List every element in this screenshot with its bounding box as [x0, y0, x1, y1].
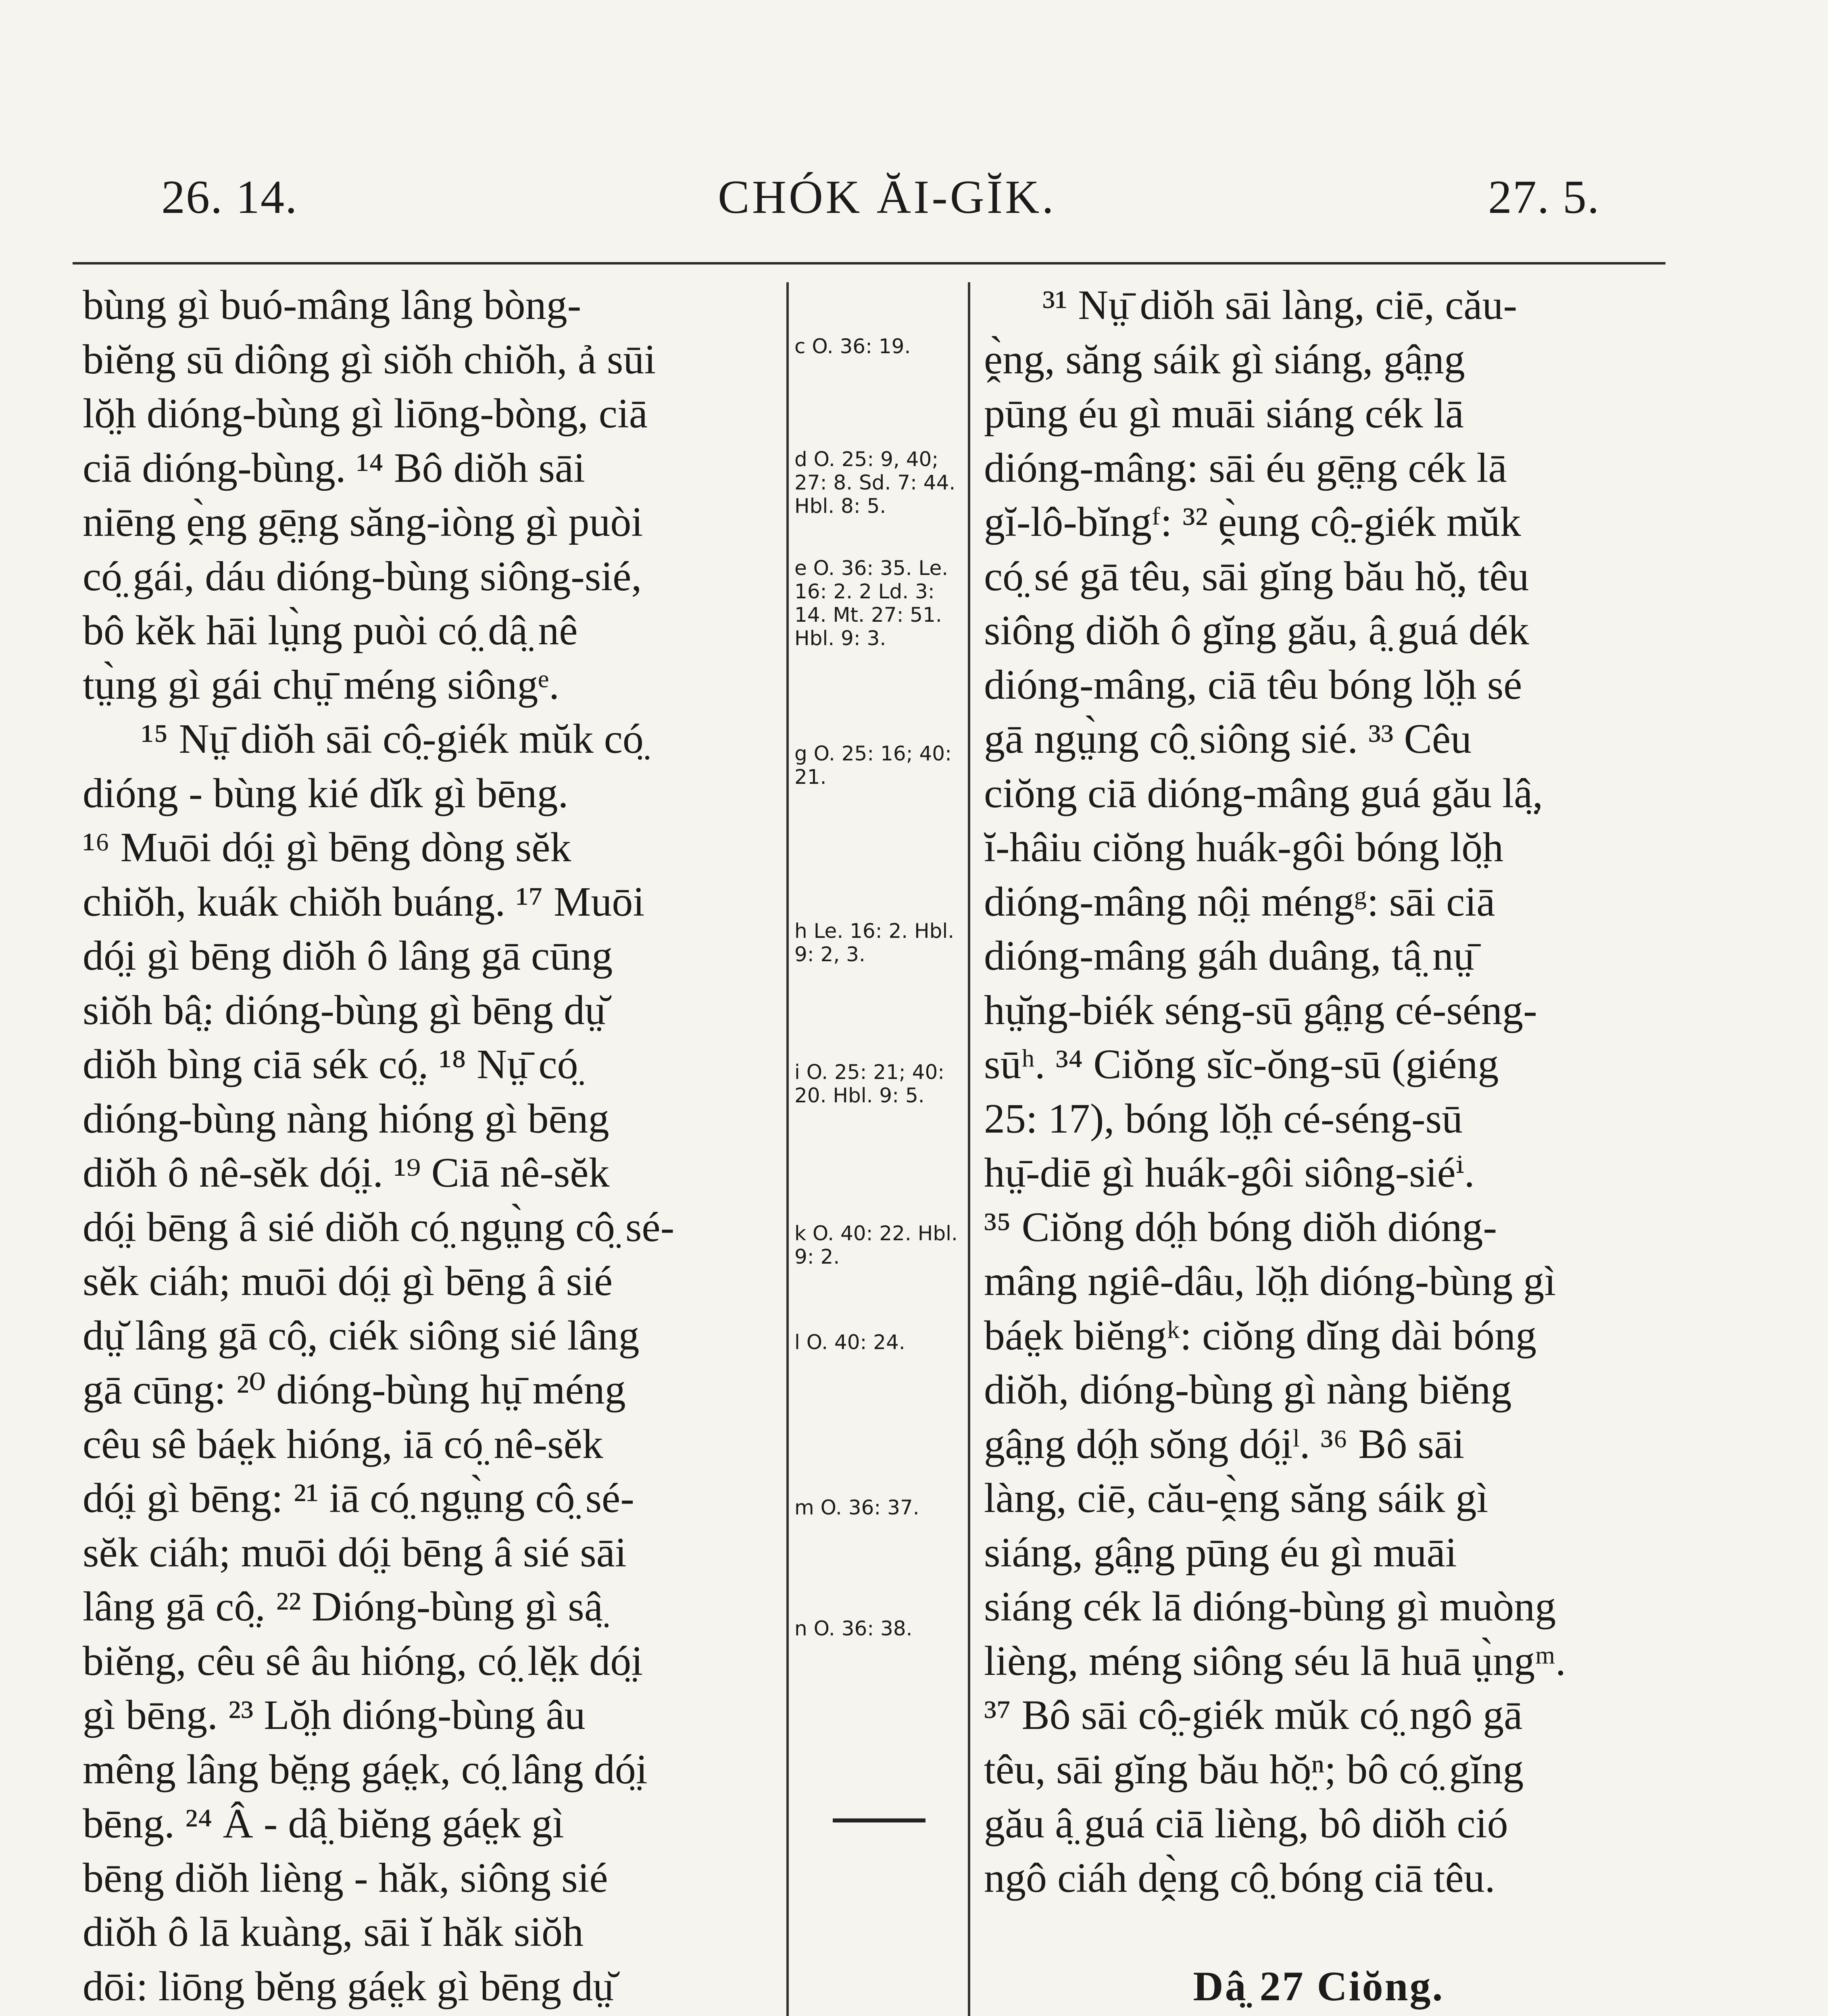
text-line: bùng gì buó-mâng lâng bòng-	[83, 282, 582, 328]
text-line: siŏh bâ̤: dióng-bùng gì bēng dṳ̆	[83, 987, 606, 1033]
text-line: dióng-bùng nàng hióng gì bēng	[83, 1095, 609, 1142]
text-line: pūng éu gì muāi siáng cék lā	[984, 390, 1464, 437]
text-line: dióng - bùng kié dĭk gì bēng.	[83, 770, 569, 816]
text-line: mâng ngiê-dâu, lŏ̤h dióng-bùng gì	[984, 1258, 1556, 1304]
margin-separator-dash	[833, 1818, 925, 1822]
text-line: siông diŏh ô gĭng gău, â̤ guá dék	[984, 607, 1529, 654]
right-text-column	[984, 278, 1653, 2016]
text-line: báe̤k biĕngᵏ: ciŏng dĭng dài bóng	[984, 1312, 1537, 1359]
running-head-verse-left: 26. 14.	[161, 171, 298, 223]
text-line: chiŏh, kuák chiŏh buáng. ¹⁷ Muōi	[83, 878, 645, 925]
margin-reference: d O. 25: 9, 40; 27: 8. Sd. 7: 44. Hbl. 8: 5.	[794, 448, 956, 518]
margin-reference: h Le. 16: 2. Hbl. 9: 2, 3.	[794, 919, 955, 966]
spacer	[984, 2014, 1653, 2016]
text-line: bô kĕk hāi lṳ̀ng puòi có̤ dâ̤ nê	[83, 607, 578, 654]
margin-reference: c O. 36: 19.	[794, 335, 911, 358]
text-line: gā cūng: ²⁰ dióng-bùng hṳ̄ méng	[83, 1366, 626, 1413]
text-line: hṳ̄-diē gì huák-gôi siông-siéⁱ.	[984, 1150, 1475, 1196]
text-line: dióng-mâng nô̤i méngᵍ: sāi ciā	[984, 878, 1495, 925]
text-line: cêu sê báe̤k hióng, iā có̤ nê-sĕk	[83, 1420, 603, 1467]
margin-reference: i O. 25: 21; 40: 20. Hbl. 9: 5.	[794, 1060, 945, 1107]
text-line: sĕk ciáh; muōi dó̤i gì bēng â sié	[83, 1258, 613, 1304]
margin-reference: m O. 36: 37.	[794, 1496, 919, 1519]
text-line: biĕng, cêu sê âu hióng, có̤ lĕ̤k dó̤i	[83, 1637, 643, 1684]
text-line: bēng diŏh lièng - hăk, siông sié	[83, 1854, 608, 1901]
text-line: diŏh ô lā kuàng, sāi ĭ hăk siŏh	[83, 1909, 584, 1955]
text-line: dó̤i gì bēng: ²¹ iā có̤ ngṳ̀ng cô̤ sé-	[83, 1475, 634, 1521]
column-rule-right	[968, 282, 970, 2016]
text-line: dióng-mâng, ciā têu bóng lŏ̤h sé	[984, 661, 1522, 708]
text-line: dṳ̆ lâng gā cô̤, ciék siông sié lâng	[83, 1312, 640, 1359]
text-line: lièng, méng siông séu lā huā ṳ̀ngᵐ.	[984, 1637, 1566, 1684]
text-line: ḙ̀ng, săng sáik gì siáng, gâ̤ng	[984, 336, 1465, 383]
left-text-column	[83, 278, 776, 2016]
text-line: dōi: liōng bĕng gáe̤k gì bēng dṳ̆	[83, 1963, 614, 2010]
margin-reference: k O. 40: 22. Hbl. 9: 2.	[794, 1222, 958, 1268]
text-line: ¹⁵ Nṳ̄ diŏh sāi cô̤-giék mŭk có̤	[141, 716, 644, 762]
text-line: ciā dióng-bùng. ¹⁴ Bô diŏh sāi	[83, 444, 585, 491]
text-line: có̤ sé gā têu, sāi gĭng bău hŏ̤, têu	[984, 553, 1529, 600]
text-line: mêng lâng bĕ̤ng gáe̤k, có̤ lâng dó̤i	[83, 1746, 648, 1793]
chapter-heading: Dâ̤ 27 Ciŏng.	[1193, 1963, 1444, 2010]
margin-reference: g O. 25: 16; 40: 21.	[794, 742, 952, 789]
text-line: siáng, gâ̤ng pūng éu gì muāi	[984, 1529, 1457, 1576]
running-head-verse-right: 27. 5.	[1488, 171, 1600, 223]
text-line: hṳ̆ng-biék séng-sū gâ̤ng cé-séng-	[984, 987, 1537, 1033]
margin-reference: l O. 40: 24.	[794, 1331, 905, 1354]
text-line: gĭ-lô-bĭngᶠ: ³² ḙ̀ung cô̤-giék mŭk	[984, 499, 1521, 545]
text-line: 25: 17), bóng lŏ̤h cé-séng-sū	[984, 1095, 1463, 1142]
margin-reference: e O. 36: 35. Le. 16: 2. 2 Ld. 3: 14. Mt. 27: 51. Hbl. 9: 3.	[794, 556, 948, 650]
text-line: têu, sāi gĭng bău hŏ̤ⁿ; bô có̤ gĭng	[984, 1746, 1524, 1793]
text-line: ciŏng ciā dióng-mâng guá gău lâ̤,	[984, 770, 1543, 816]
text-line: sĕk ciáh; muōi dó̤i bēng â sié sāi	[83, 1529, 627, 1576]
text-line: lâng gā cô̤. ²² Dióng-bùng gì sâ̤	[83, 1583, 603, 1630]
text-line: ¹⁶ Muōi dó̤i gì bēng dòng sĕk	[83, 824, 571, 871]
text-line: bēng. ²⁴ Â - dâ̤ biĕng gáe̤k gì	[83, 1800, 564, 1847]
text-line: diŏh bìng ciā sék có̤. ¹⁸ Nṳ̄ có̤	[83, 1041, 578, 1087]
text-line: gā ngṳ̀ng cô̤ siông sié. ³³ Cêu	[984, 716, 1472, 762]
text-line: gì bēng. ²³ Lŏ̤h dióng-bùng âu	[83, 1692, 586, 1738]
text-line: ³¹ Nṳ̄ diŏh sāi làng, ciē, cău-	[1042, 282, 1517, 328]
text-line: tṳ̀ng gì gái chṳ̄ méng siôngᵉ.	[83, 661, 560, 708]
text-line: niēng ḙ̀ng gē̤ng săng-iòng gì puòi	[83, 499, 643, 545]
text-line: sūʰ. ³⁴ Ciŏng sĭc-ŏng-sū (giéng	[984, 1041, 1499, 1087]
text-line	[83, 2014, 776, 2016]
text-line: siáng cék lā dióng-bùng gì muòng	[984, 1583, 1556, 1630]
text-line: gâ̤ng dó̤h sŏng dó̤iˡ. ³⁶ Bô sāi	[984, 1420, 1465, 1467]
text-line: lŏ̤h dióng-bùng gì liōng-bòng, ciā	[83, 390, 648, 437]
text-line: dióng-mâng gáh duâng, tâ̤ nṳ̄	[984, 933, 1474, 979]
text-line: ³⁵ Ciŏng dó̤h bóng diŏh dióng-	[984, 1204, 1497, 1250]
text-line: dó̤i bēng â sié diŏh có̤ ngṳ̀ng cô̤ sé-	[83, 1204, 675, 1250]
text-line: dó̤i gì bēng diŏh ô lâng gā cūng	[83, 933, 613, 979]
text-line: biĕng sū diông gì siŏh chiŏh, ả sūi	[83, 336, 656, 383]
text-line: gău â̤ guá ciā lièng, bô diŏh ció	[984, 1800, 1508, 1847]
text-line: ³⁷ Bô sāi cô̤-giék mŭk có̤ ngô gā	[984, 1692, 1523, 1738]
text-line: có̤ gái, dáu dióng-bùng siông-sié,	[83, 553, 642, 600]
text-line: dióng-mâng: sāi éu gē̤ng cék lā	[984, 444, 1507, 491]
margin-references	[794, 0, 964, 2016]
margin-reference: n O. 36: 38.	[794, 1617, 913, 1640]
text-line: ĭ-hâiu ciŏng huák-gôi bóng lŏ̤h	[984, 824, 1504, 871]
text-line: ngô ciáh dḙ̀ng cô̤ bóng ciā têu.	[984, 1854, 1495, 1901]
text-line: diŏh ô nê-sĕk dó̤i. ¹⁹ Ciā nê-sĕk	[83, 1150, 610, 1196]
text-line: làng, ciē, cău-ḙ̀ng săng sáik gì	[984, 1475, 1488, 1521]
text-line: diŏh, dióng-bùng gì nàng biĕng	[984, 1366, 1512, 1413]
column-rule-left	[786, 282, 789, 2016]
spacer	[984, 1905, 1653, 1960]
running-head-book-title: CHÓK ĂI-GĬK.	[718, 171, 1056, 223]
